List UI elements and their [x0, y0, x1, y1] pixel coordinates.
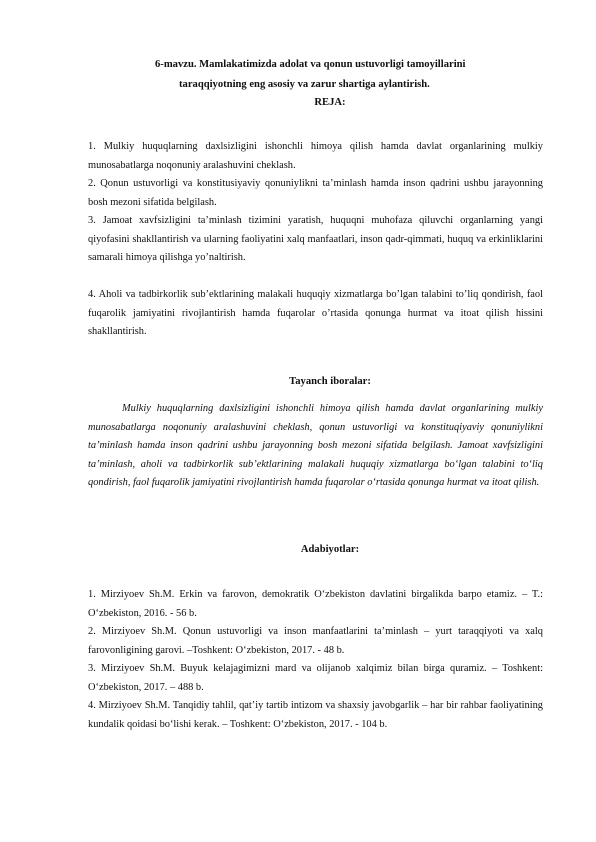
- literature-item-2: 2. Mirziyoev Sh.M. Qonun ustuvorligi va inson manfaatlarini ta’minlash – yurt taraqqiyoti va xalq farovonligining garovi. –Toshkent: O‘zbekiston, 2017. - 48 b.: [88, 626, 543, 656]
- literature-item-4: 4. Mirziyoev Sh.M. Tanqidiy tahlil, qat’iy tartib intizom va shaxsiy javobgarlik – har bir rahbar faoliyatining kundalik qoidasi bo‘lishi kerak. – Toshkent: O‘zbekiston, 2017. - 104 b.: [88, 700, 543, 730]
- document-title-line-1: 6-mavzu. Mamlakatimizda adolat va qonun ustuvorligi tamoyillarini: [155, 59, 466, 70]
- plan-item-4: 4. Aholi va tadbirkorlik sub’ektlarining malakali huquqiy xizmatlarga bo’lgan talabini to’liq qondirish, faol fuqarolik jamiyatini rivojlantirish hamda fuqarolar o’rtasida qonunga hurmat va itoat qilish hissini shakllantirish.: [88, 289, 543, 338]
- literature-item-3: 3. Mirziyoev Sh.M. Buyuk kelajagimizni mard va olijanob xalqimiz bilan birga quramiz. – Toshkent: O‘zbekiston, 2017. – 488 b.: [88, 663, 543, 693]
- plan-item-3: 3. Jamoat xavfsizligini ta’minlash tizimini yaratish, huquqni muhofaza qiluvchi organlarning yangi qiyofasini shakllantirish va ularning faoliyatini xalq manfaatlari, inson qadr-qimmati, huquq va erkinliklarini samarali himoya qilishga yo’naltirish.: [88, 215, 543, 264]
- literature-item-1: 1. Mirziyoev Sh.M. Erkin va farovon, demokratik O‘zbekiston davlatini birgalikda barpo etamiz. – T.: O‘zbekiston, 2016. - 56 b.: [88, 589, 543, 619]
- plan-item-1: 1. Mulkiy huquqlarning daxlsizligini ishonchli himoya qilish hamda davlat organlarining mulkiy munosabatlarga noqonuniy aralashuvini cheklash.: [88, 141, 543, 171]
- document-title-line-2: taraqqiyotning eng asosiy va zarur shartiga aylantirish.: [179, 79, 430, 90]
- plan-item-2: 2. Qonun ustuvorligi va konstitusiyaviy qonuniylikni ta’minlash hamda inson qadrini ushbu jarayonning bosh mezoni sifatida belgilash.: [88, 178, 543, 208]
- keywords-text: Mulkiy huquqlarning daxlsizligini ishonchli himoya qilish hamda davlat organlarining mulkiy munosabatlarga noqonuniy aralashuvini cheklash, qonun ustuvorligi va konstituqiyaviy qonuniylikni ta’minlash hamda inson qadrini ushbu jarayonning bosh mezoni sifatida belgilash. Jamoat xavfsizligini ta’minlash, aholi va tadbirkorlik sub’ektlarining malakali huquqiy xizmatlarga bo‘lgan talabini to‘liq qondirish, faol fuqarolik jamiyatini rivojlantirish hamda fuqarolar o‘rtasida qonunga hurmat va itoat qilish.: [88, 403, 543, 489]
- literature-heading: Adabiyotlar:: [300, 544, 360, 555]
- keywords-heading: Tayanch iboralar:: [289, 376, 371, 387]
- plan-heading: REJA:: [314, 97, 346, 108]
